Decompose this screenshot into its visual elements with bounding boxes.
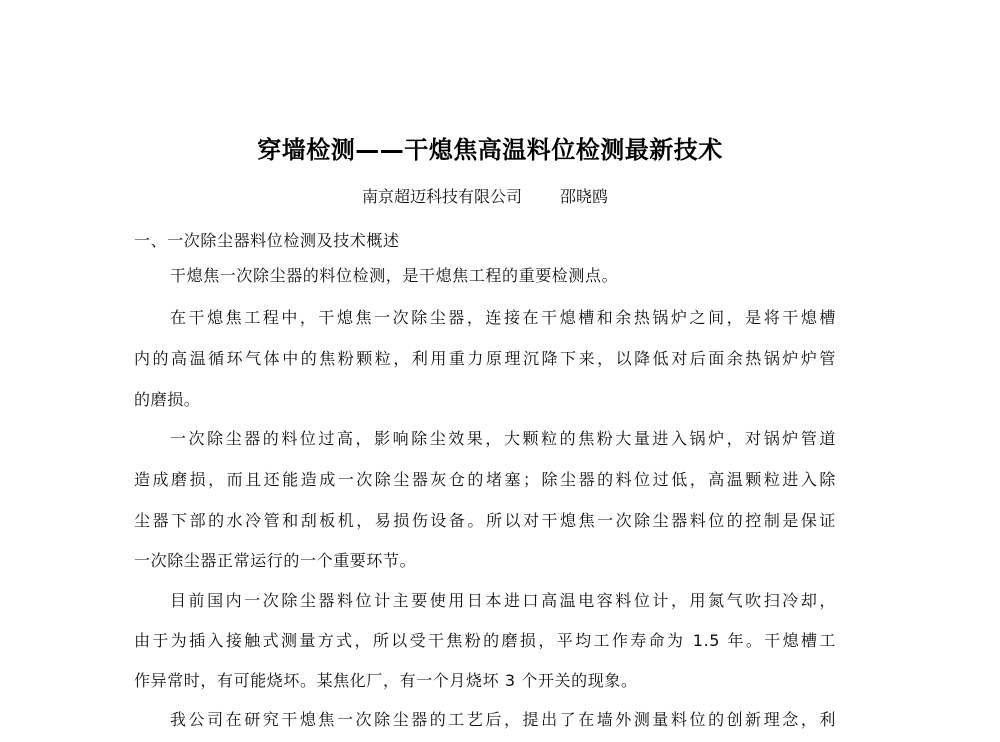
paragraph-line: 目前国内一次除尘器料位计主要使用日本进口高温电容料位计，用氮气吹扫冷却， <box>170 591 836 610</box>
paragraph-line: 一次除尘器的料位过高，影响除尘效果，大颗粒的焦粉大量进入锅炉，对锅炉管道 <box>170 429 836 448</box>
paragraph-line: 我公司在研究干熄焦一次除尘器的工艺后，提出了在墙外测量料位的创新理念，利 <box>170 710 836 729</box>
paragraph-line: 造成磨损，而且还能造成一次除尘器灰仓的堵塞；除尘器的料位过低，高温颗粒进入除 <box>134 470 836 489</box>
paragraph-line: 尘器下部的水冷管和刮板机，易损伤设备。所以对干熄焦一次除尘器料位的控制是保证 <box>134 511 836 530</box>
document-title: 穿墙检测——干熄焦高温料位检测最新技术 <box>257 136 723 164</box>
paragraph-line: 由于为插入接触式测量方式，所以受干焦粉的磨损，平均工作寿命为 1.5 年。干熄槽工 <box>134 631 836 650</box>
section-heading: 一、一次除尘器料位检测及技术概述 <box>134 231 400 250</box>
paragraph-line: 内的高温循环气体中的焦粉颗粒，利用重力原理沉降下来，以降低对后面余热锅炉炉管 <box>134 349 836 368</box>
paragraph-line: 在干熄焦工程中，干熄焦一次除尘器，连接在干熄槽和余热锅炉之间，是将干熄槽 <box>170 308 836 327</box>
byline <box>0 186 970 208</box>
paragraph-line: 干熄焦一次除尘器的料位检测，是干熄焦工程的重要检测点。 <box>170 266 619 285</box>
company-name: 南京超迈科技有限公司 <box>361 187 522 206</box>
author-name: 邵晓鸥 <box>560 187 609 206</box>
paragraph-line: 一次除尘器正常运行的一个重要环节。 <box>134 551 417 570</box>
paragraph-line: 作异常时，有可能烧坏。某焦化厂，有一个月烧坏 3 个开关的现象。 <box>134 671 638 690</box>
paragraph-line: 的磨损。 <box>134 390 201 409</box>
